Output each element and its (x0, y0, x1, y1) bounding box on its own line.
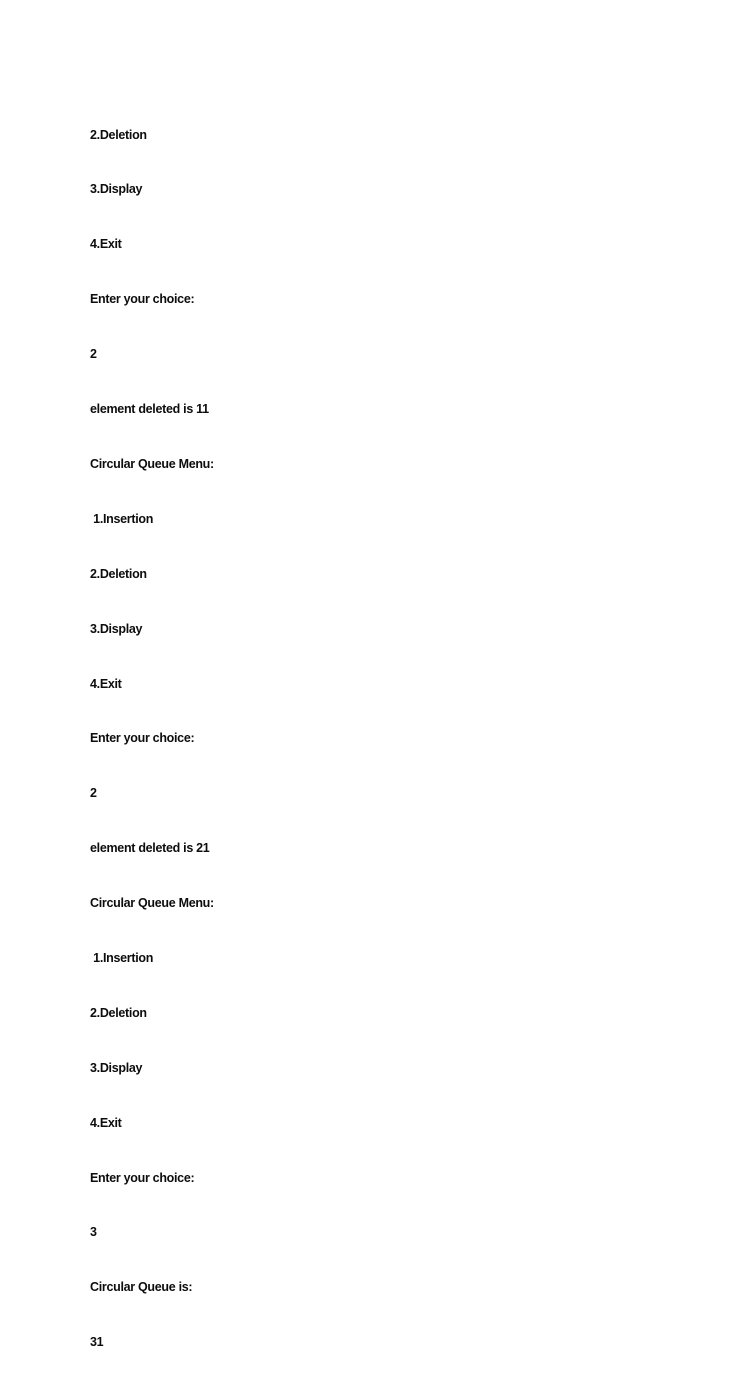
output-line: element deleted is 21 (90, 841, 210, 856)
output-line: 1.Insertion (90, 511, 154, 526)
output-line: 2 (90, 347, 97, 362)
output-line: Enter your choice: (90, 731, 195, 746)
output-line: 2.Deletion (90, 566, 147, 581)
output-line: 3 (90, 1225, 97, 1240)
output-line: 2.Deletion (90, 127, 147, 142)
output-line: Circular Queue Menu: (90, 456, 214, 471)
output-line: 2.Deletion (90, 1005, 147, 1020)
output-line: 4.Exit (90, 676, 122, 691)
output-line: 31 (90, 1335, 104, 1350)
output-line: Enter your choice: (90, 1170, 195, 1185)
output-line: 1.Insertion (90, 950, 154, 965)
output-line: 3.Display (90, 182, 143, 197)
output-line: Circular Queue Menu: (90, 896, 214, 911)
output-line: 4.Exit (90, 237, 122, 252)
output-line: 3.Display (90, 621, 143, 636)
output-line: 3.Display (90, 1060, 143, 1075)
output-line: Circular Queue is: (90, 1280, 193, 1295)
output-line: 2 (90, 786, 97, 801)
console-output-block (90, 89, 214, 1388)
output-line: 4.Exit (90, 1115, 122, 1130)
output-line: Enter your choice: (90, 292, 195, 307)
output-line: element deleted is 11 (90, 402, 209, 417)
